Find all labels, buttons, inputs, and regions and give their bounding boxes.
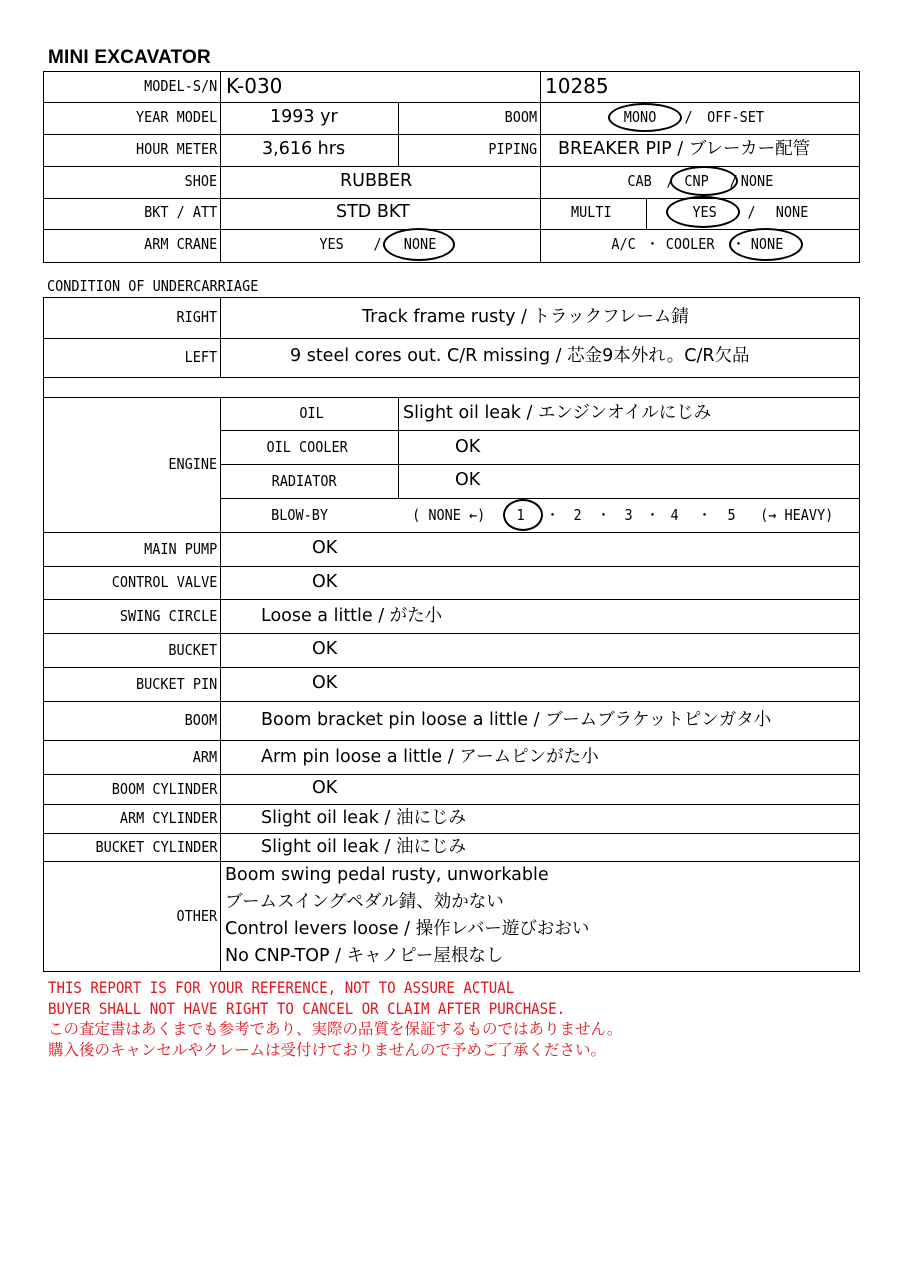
bucket-label: BUCKET (168, 641, 217, 659)
cab-separator-1: / (666, 172, 675, 190)
boom-option-offset: OFF-SET (707, 108, 765, 126)
arm-crane-option-none: NONE (403, 235, 437, 253)
other-line-1: Boom swing pedal rusty, unworkable (225, 865, 549, 885)
document-title: MINI EXCAVATOR (48, 47, 211, 68)
shoe-value: RUBBER (340, 171, 413, 191)
cab-option-cnp: CNP (684, 172, 709, 190)
ac-option-ac: A/C (611, 235, 636, 253)
blow-by-level-5: 5 (727, 506, 736, 524)
bucket-cylinder-label: BUCKET CYLINDER (95, 838, 217, 856)
undercarriage-heading: CONDITION OF UNDERCARRIAGE (47, 277, 259, 295)
model-value: K-030 (226, 74, 283, 98)
main-pump-label: MAIN PUMP (143, 540, 217, 558)
radiator-label: RADIATOR (271, 472, 337, 490)
blow-by-level-1: 1 (516, 506, 525, 524)
multi-option-yes: YES (692, 203, 717, 221)
other-line-4: No CNP-TOP / キャノピー屋根なし (225, 946, 504, 966)
control-valve-value: OK (312, 572, 338, 592)
blow-by-level-3: 3 (624, 506, 633, 524)
radiator-value: OK (455, 470, 481, 490)
other-line-2: ブームスイングペダル錆、効かない (225, 892, 504, 912)
hour-meter-value: 3,616 hrs (262, 139, 346, 159)
multi-label: MULTI (571, 203, 612, 221)
boom-cylinder-label: BOOM CYLINDER (111, 780, 217, 798)
cab-separator-2: / (729, 172, 738, 190)
model-sn-label: MODEL-S/N (143, 77, 217, 95)
disclaimer-line-3: この査定書はあくまでも参考であり、実際の品質を保証するものではありません。 (48, 1020, 623, 1038)
other-label: OTHER (176, 907, 217, 925)
blow-by-level-2: 2 (573, 506, 582, 524)
oil-cooler-value: OK (455, 437, 481, 457)
control-valve-label: CONTROL VALVE (111, 573, 217, 591)
bkt-att-label: BKT / ATT (143, 203, 217, 221)
blow-by-level-4: 4 (670, 506, 679, 524)
ac-option-cooler: COOLER (665, 235, 715, 253)
blow-by-dot-2: ・ (596, 506, 611, 524)
arm-crane-option-yes: YES (319, 235, 344, 253)
bkt-att-value: STD BKT (336, 202, 410, 222)
serial-number-value: 10285 (545, 74, 609, 98)
selected-circle-yes (666, 196, 740, 228)
bucket-pin-label: BUCKET PIN (135, 675, 217, 693)
multi-option-none: NONE (775, 203, 809, 221)
selected-circle-mono (608, 103, 682, 132)
blow-by-heavy: (→ HEAVY) (760, 506, 834, 524)
undercarriage-left-label: LEFT (184, 348, 217, 366)
year-model-value: 1993 yr (270, 107, 338, 127)
arm-value: Arm pin loose a little / アームピンがた小 (261, 747, 599, 767)
ac-dot-1: ・ (645, 235, 660, 253)
swing-circle-value: Loose a little / がた小 (261, 606, 443, 626)
undercarriage-left-value: 9 steel cores out. C/R missing / 芯金9本外れ。C/R欠品 (290, 346, 750, 366)
disclaimer-line-1: THIS REPORT IS FOR YOUR REFERENCE, NOT TO ASSURE ACTUAL (48, 978, 515, 997)
main-pump-value: OK (312, 538, 338, 558)
undercarriage-right-value: Track frame rusty / トラックフレーム錆 (362, 307, 689, 327)
ac-option-none: NONE (750, 235, 784, 253)
engine-oil-value: Slight oil leak / エンジンオイルにじみ (403, 403, 712, 423)
shoe-label: SHOE (184, 172, 217, 190)
arm-cylinder-label: ARM CYLINDER (119, 809, 217, 827)
piping-value: BREAKER PIP / ブレーカー配管 (558, 139, 811, 159)
other-line-3: Control levers loose / 操作レバー遊びおおい (225, 919, 590, 939)
boom-separator: / (684, 108, 693, 126)
bucket-cylinder-value: Slight oil leak / 油にじみ (261, 837, 466, 857)
multi-separator: / (747, 203, 756, 221)
arm-label: ARM (192, 748, 217, 766)
swing-circle-label: SWING CIRCLE (119, 607, 217, 625)
engine-oil-label: OIL (299, 404, 324, 422)
oil-cooler-label: OIL COOLER (266, 438, 348, 456)
blow-by-dot-3: ・ (645, 506, 660, 524)
cab-option-none: NONE (740, 172, 774, 190)
disclaimer-line-2: BUYER SHALL NOT HAVE RIGHT TO CANCEL OR CLAIM AFTER PURCHASE. (48, 999, 566, 1018)
blow-by-dot-1: ・ (545, 506, 560, 524)
cab-option-cab: CAB (627, 172, 652, 190)
arm-crane-label: ARM CRANE (143, 235, 217, 253)
blow-by-none: ( NONE ←) (412, 506, 486, 524)
bucket-value: OK (312, 639, 338, 659)
selected-circle-ac-none (729, 228, 803, 261)
piping-label: PIPING (488, 140, 537, 158)
ac-dot-2: ・ (731, 235, 746, 253)
bucket-pin-value: OK (312, 673, 338, 693)
selected-circle-blow-by-1 (503, 499, 543, 531)
blow-by-dot-4: ・ (697, 506, 712, 524)
boom-option-mono: MONO (623, 108, 657, 126)
boom-label: BOOM (184, 711, 217, 729)
engine-label: ENGINE (168, 455, 217, 473)
hour-meter-label: HOUR METER (135, 140, 217, 158)
year-model-label: YEAR MODEL (135, 108, 217, 126)
blow-by-label: BLOW-BY (271, 506, 329, 524)
disclaimer-line-4: 購入後のキャンセルやクレームは受付けておりませんので予めご了承ください。 (48, 1041, 607, 1059)
boom-type-label: BOOM (504, 108, 537, 126)
selected-circle-arm-crane-none (383, 228, 455, 261)
arm-cylinder-value: Slight oil leak / 油にじみ (261, 808, 466, 828)
arm-crane-separator: / (373, 235, 382, 253)
boom-cylinder-value: OK (312, 778, 338, 798)
selected-circle-cnp (670, 166, 738, 196)
undercarriage-right-label: RIGHT (176, 308, 217, 326)
boom-value: Boom bracket pin loose a little / ブームブラケットピンガタ小 (261, 710, 772, 730)
